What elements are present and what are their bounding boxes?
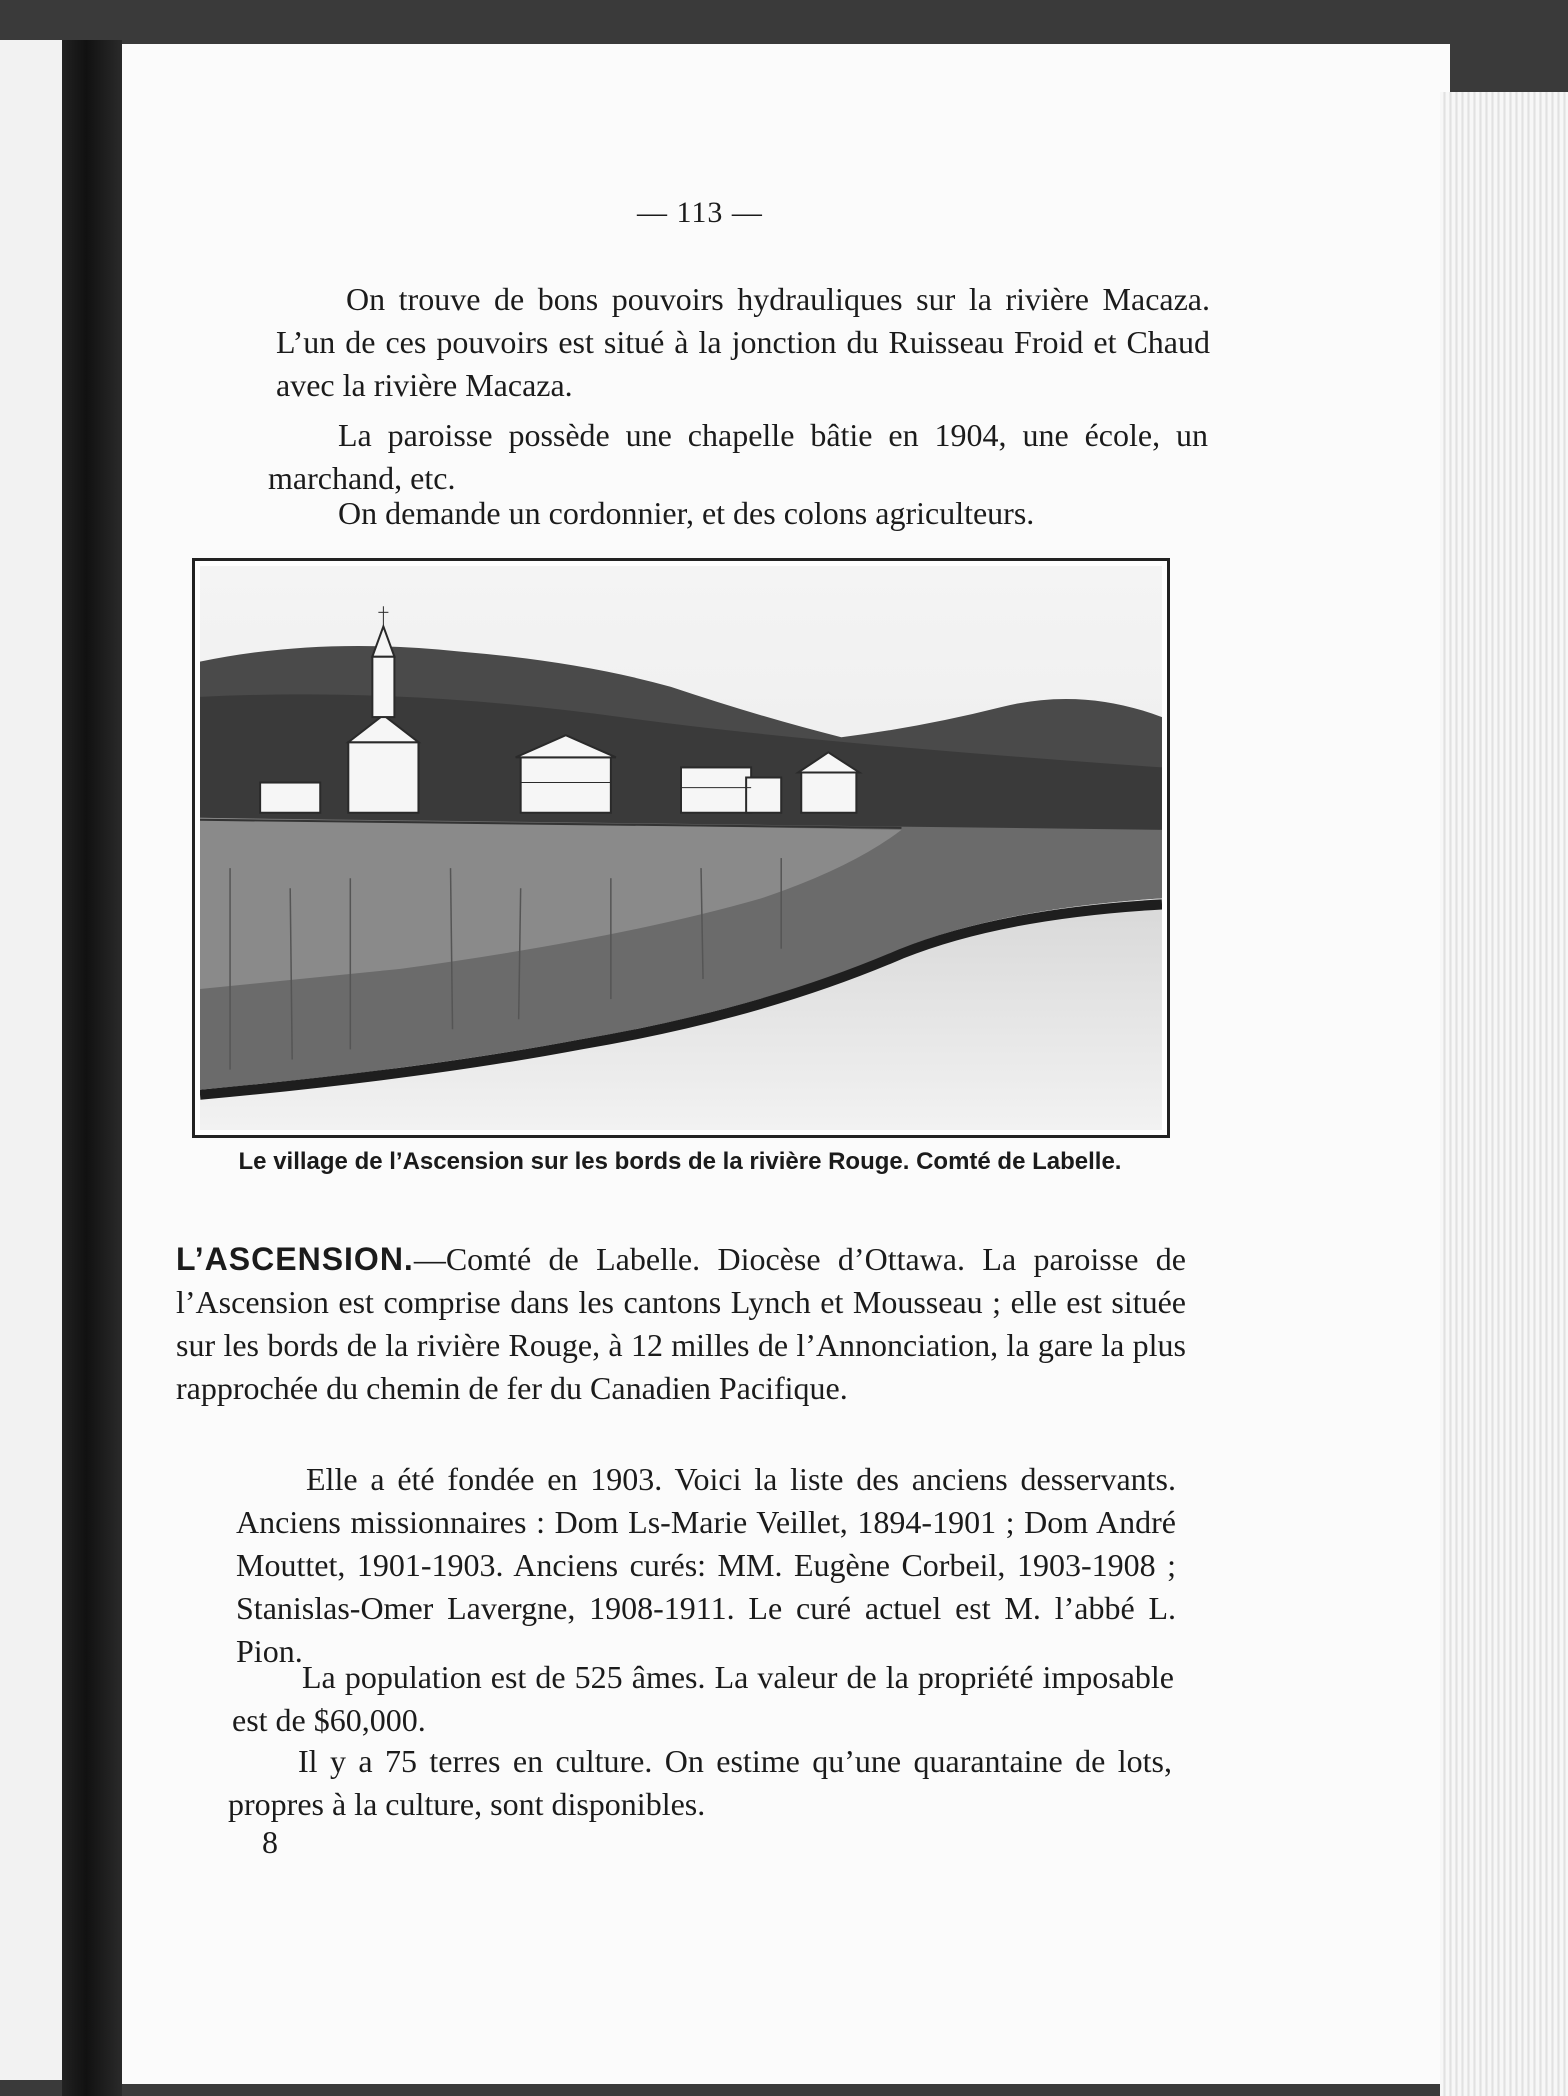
photo-caption: Le village de l’Ascension sur les bords de la rivière Rouge. Comté de Labelle.: [238, 1148, 1122, 1175]
section-heading: L’ASCENSION.: [176, 1241, 414, 1277]
section-intro: —Comté de Labelle. Diocèse d’Ottawa. La paroisse de l’Ascension est comprise dans les cantons Lynch et Mousseau ; elle est située sur les bords de la rivière Rouge, à 12 milles de l’Annonciation, la gare la plus rapprochée du chemin de fer du Canadien Pacifique.: [176, 1241, 1186, 1406]
section-ascension: [176, 1238, 1186, 1410]
paragraph-population: La population est de 525 âmes. La valeur de la propriété imposable est de $60,000.: [232, 1659, 1174, 1738]
paragraph-chapel: La paroisse possède une chapelle bâtie en 1904, une école, un marchand, etc.: [268, 417, 1208, 496]
paragraph-farmland: Il y a 75 terres en culture. On estime qu’une quarantaine de lots, propres à la culture, sont disponibles.: [228, 1743, 1172, 1822]
page-number: — 113 —: [637, 196, 763, 229]
book-gutter: [62, 40, 122, 2096]
village-photo-image: [200, 566, 1162, 1130]
paragraph-history: Elle a été fondée en 1903. Voici la liste des anciens desservants. Anciens missionnaires : Dom Ls-Marie Veillet, 1894-1901 ; Dom André Mouttet, 1901-1903. Anciens curés: MM. Eugène Corbeil, 1903-1908 ; Stanislas-Omer Lavergne, 1908-1911. Le curé actuel est M. l’abbé L. Pion.: [236, 1461, 1176, 1669]
page-stack-edge: [1440, 92, 1568, 2096]
paragraph-demand: On demande un cordonnier, et des colons agriculteurs.: [338, 495, 1035, 531]
village-photo: [192, 558, 1170, 1138]
signature-mark: 8: [262, 1824, 278, 1860]
paragraph-hydraulic: On trouve de bons pouvoirs hydrauliques sur la rivière Macaza. L’un de ces pouvoirs est situé à la jonction du Ruisseau Froid et Chaud avec la rivière Macaza.: [276, 281, 1210, 403]
